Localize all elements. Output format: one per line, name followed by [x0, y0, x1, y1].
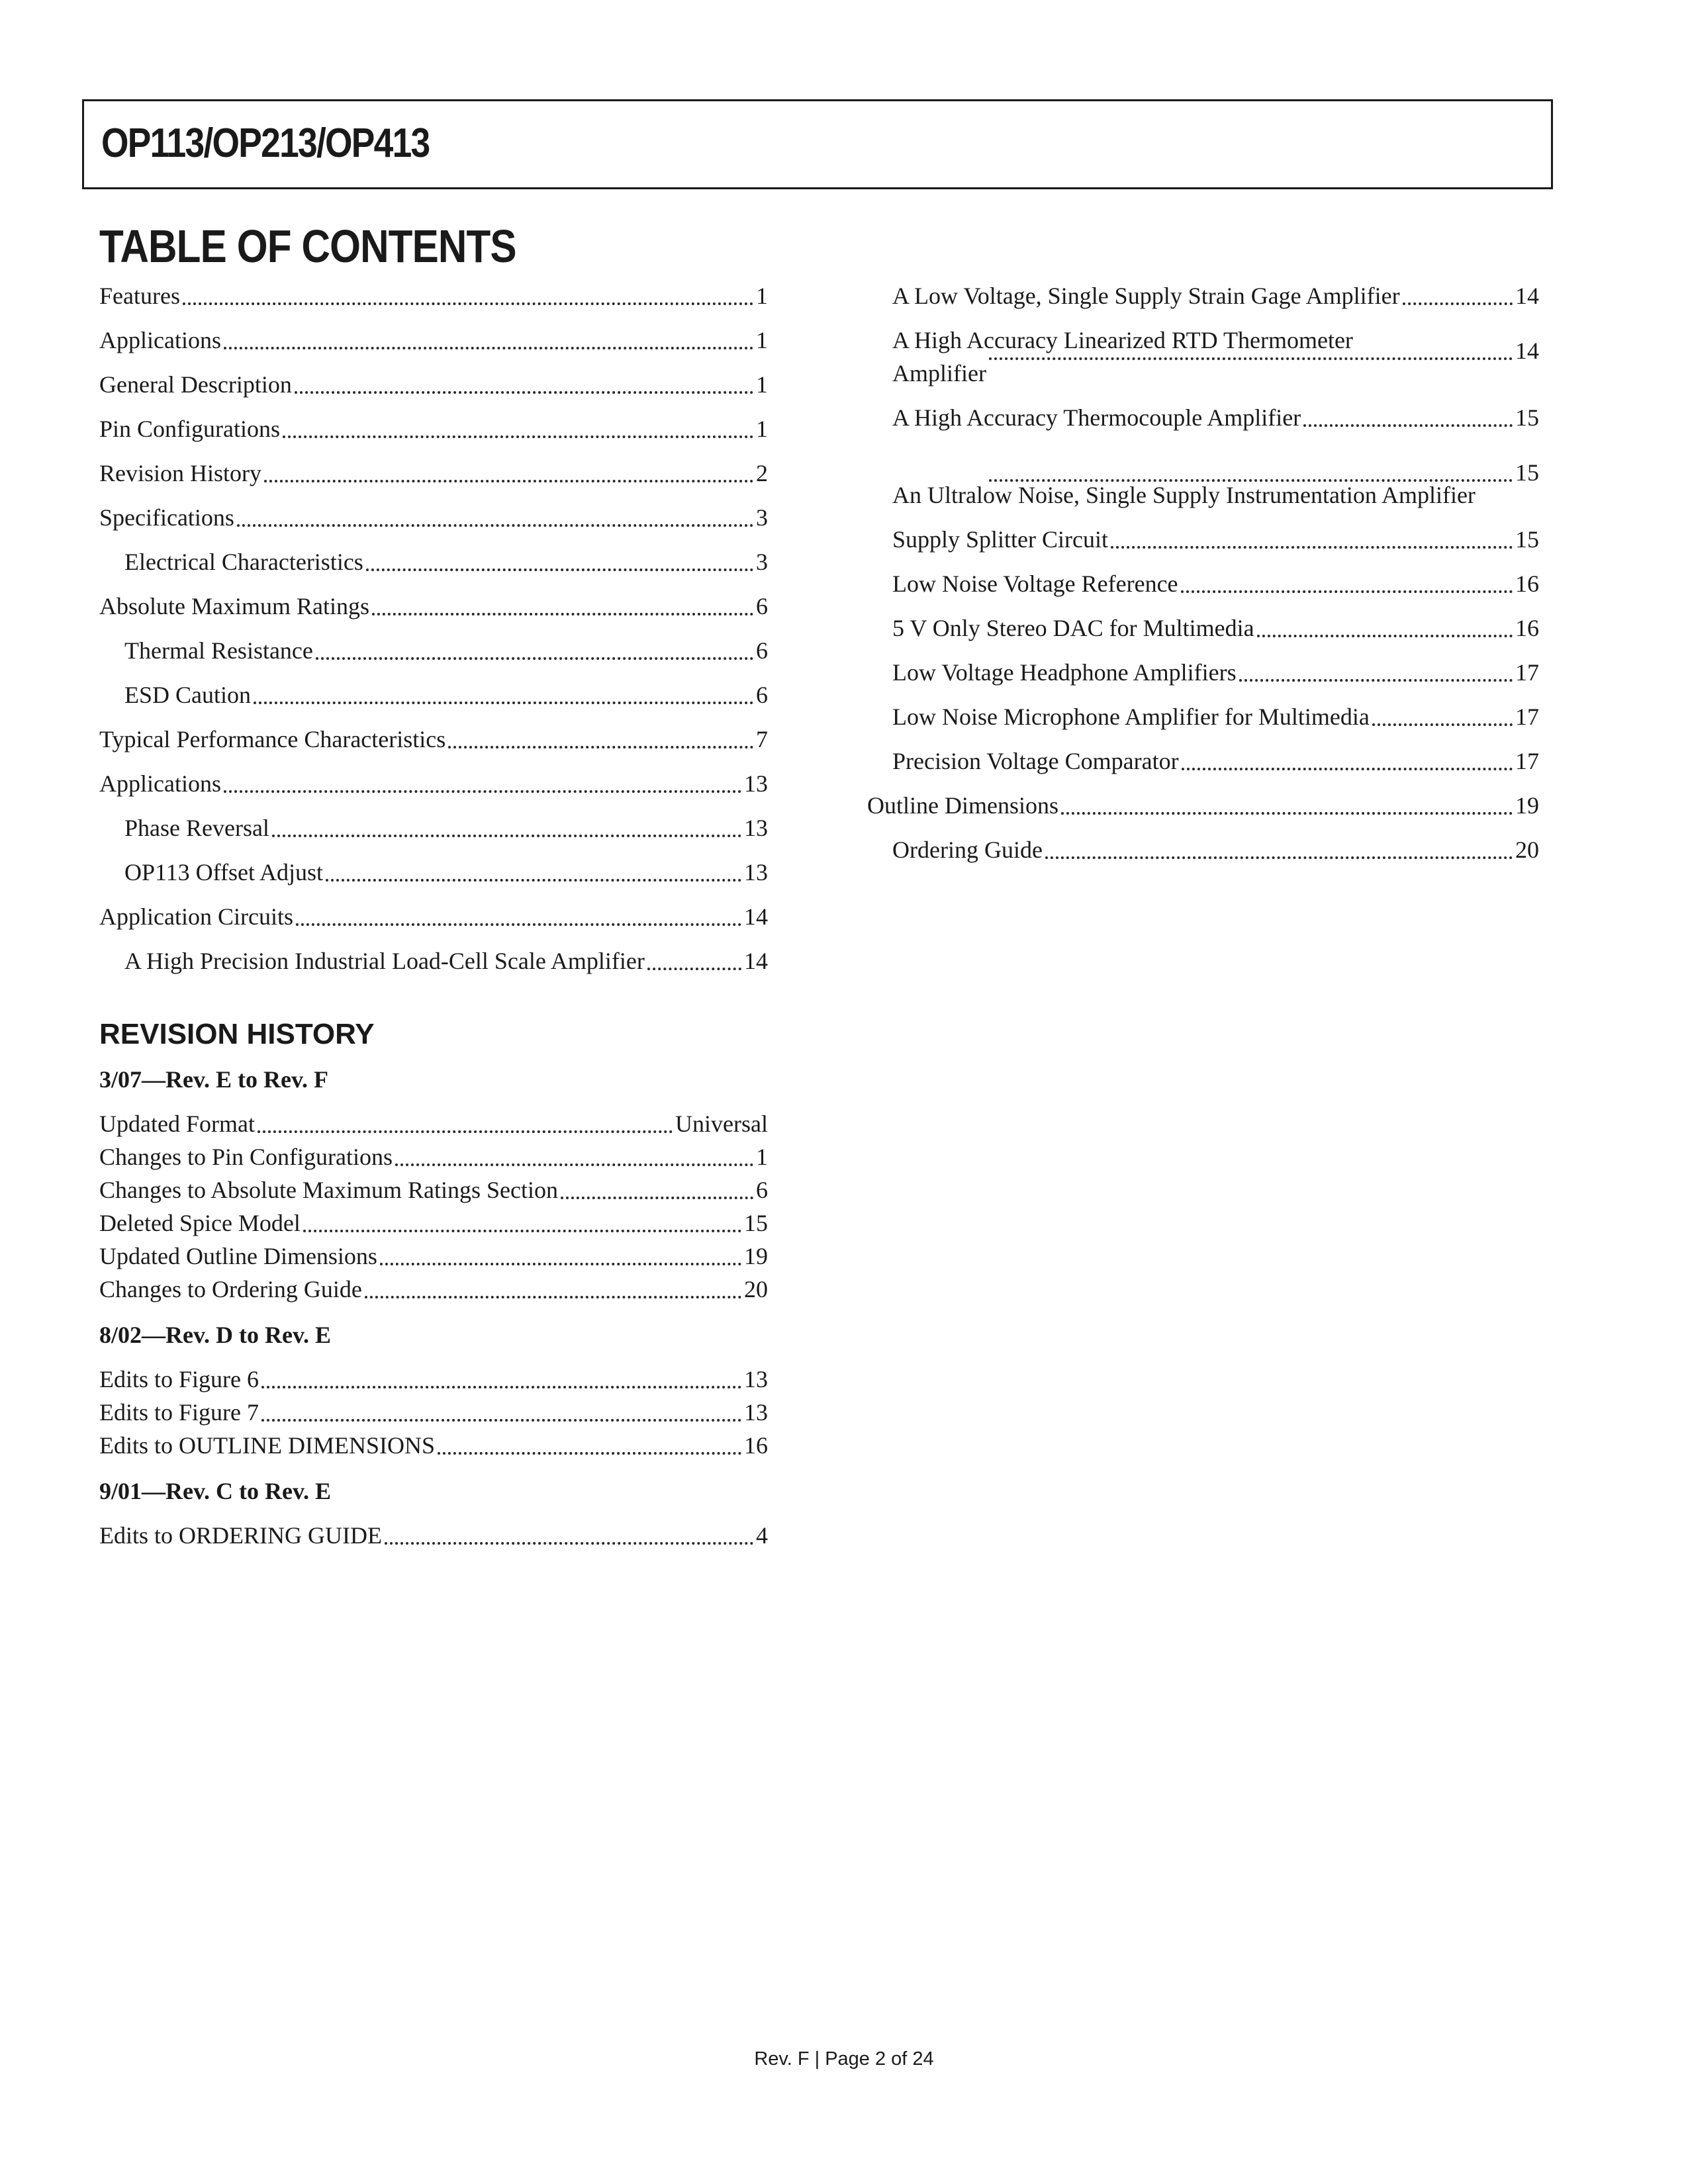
- revision-entry-page: 13: [744, 1366, 768, 1392]
- toc-entry-label: Electrical Characteristics: [124, 549, 363, 575]
- toc-subentry[interactable]: [99, 933, 768, 978]
- toc-subentry[interactable]: [99, 844, 768, 889]
- revision-entry: [99, 1140, 768, 1173]
- dot-leader: [183, 302, 753, 305]
- dot-leader: [237, 524, 753, 527]
- revision-entry: [99, 1273, 768, 1306]
- toc-subentry[interactable]: [867, 390, 1539, 434]
- revision-entry-label: Updated Outline Dimensions: [99, 1243, 377, 1269]
- toc-entry-page: 17: [1515, 704, 1539, 730]
- revision-entry: [99, 1519, 768, 1552]
- toc-entry-label: ESD Caution: [124, 682, 252, 708]
- dot-leader: [264, 480, 753, 482]
- toc-entry-label: Applications: [99, 327, 221, 353]
- dot-leader: [1061, 812, 1513, 815]
- toc-entry-label: Low Noise Voltage Reference: [892, 570, 1178, 597]
- toc-entry-label: Revision History: [99, 460, 262, 486]
- toc-entry[interactable]: [99, 756, 768, 800]
- toc-subentry[interactable]: [867, 600, 1539, 645]
- toc-entry-page: 6: [756, 682, 768, 708]
- revision-entry: [99, 1396, 768, 1429]
- dot-leader: [261, 1386, 741, 1388]
- toc-entry-page: 14: [1515, 283, 1539, 309]
- toc-entry-label: Application Circuits: [99, 903, 293, 930]
- toc-entry-page: 1: [756, 327, 768, 353]
- dot-leader: [316, 657, 753, 660]
- toc-entry-label: General Description: [99, 371, 292, 398]
- dot-leader: [1372, 723, 1513, 726]
- toc-entry[interactable]: [99, 490, 768, 534]
- toc-subentry[interactable]: [867, 556, 1539, 600]
- toc-entry-page: 14: [744, 903, 768, 930]
- toc-entry-page: 13: [744, 770, 768, 797]
- toc-subentry-continuation: [892, 334, 1539, 367]
- dot-leader: [295, 391, 753, 394]
- dot-leader: [1045, 856, 1513, 859]
- revision-section-title: 3/07—Rev. E to Rev. F: [99, 1066, 328, 1093]
- toc-entry-label: Precision Voltage Comparator: [892, 748, 1179, 774]
- revision-entry-label: Updated Format: [99, 1111, 255, 1137]
- toc-entry-page: 1: [756, 371, 768, 398]
- dot-leader: [380, 1263, 741, 1265]
- dot-leader: [1182, 768, 1513, 770]
- revision-section: [99, 1475, 768, 1552]
- dot-leader: [326, 879, 741, 882]
- toc-entry[interactable]: [99, 445, 768, 490]
- toc-entry-label: A High Accuracy Thermocouple Amplifier: [892, 404, 1301, 431]
- revision-entry-page: 20: [744, 1276, 768, 1302]
- dot-leader: [1303, 424, 1513, 427]
- revision-entry: [99, 1173, 768, 1206]
- toc-entry-page: 7: [756, 726, 768, 752]
- dot-leader: [254, 702, 753, 704]
- toc-entry-label: Features: [99, 283, 180, 309]
- revision-entry-page: 4: [756, 1522, 768, 1549]
- toc-entry-label: Thermal Resistance: [124, 637, 313, 664]
- toc-entry-page: 15: [1515, 526, 1539, 553]
- toc-entry-label: Phase Reversal: [124, 815, 269, 841]
- revision-section-title: 9/01—Rev. C to Rev. E: [99, 1478, 331, 1504]
- dot-leader: [261, 1419, 741, 1422]
- dot-leader: [1239, 679, 1513, 682]
- toc-entry[interactable]: [867, 778, 1539, 822]
- toc-entry-label: A High Accuracy Linearized RTD Thermometer Amplifier: [892, 327, 1353, 387]
- toc-entry-label: A Low Voltage, Single Supply Strain Gage Amplifier: [892, 283, 1400, 309]
- toc-entry-page: 1: [756, 416, 768, 442]
- dot-leader: [1181, 590, 1513, 593]
- toc-entry[interactable]: [99, 357, 768, 401]
- toc-entry-page: 14: [1515, 338, 1539, 364]
- toc-entry-page: 17: [1515, 659, 1539, 686]
- toc-entry[interactable]: [99, 711, 768, 756]
- dot-leader: [438, 1452, 741, 1455]
- dot-leader: [366, 569, 753, 571]
- toc-entry-page: 1: [756, 283, 768, 309]
- toc-entry-label: Applications: [99, 770, 221, 797]
- dot-leader: [258, 1130, 673, 1133]
- toc-entry-page: 6: [756, 637, 768, 664]
- toc-entry-page: 3: [756, 549, 768, 575]
- toc-subentry[interactable]: [867, 268, 1539, 312]
- dot-leader: [296, 923, 741, 926]
- document-header: [82, 99, 1553, 189]
- toc-subentry[interactable]: [867, 645, 1539, 689]
- toc-entry[interactable]: [99, 312, 768, 357]
- toc-entry-page: 3: [756, 504, 768, 531]
- toc-subentry[interactable]: [867, 512, 1539, 556]
- revision-entry-page: 19: [744, 1243, 768, 1269]
- toc-entry-page: 15: [1515, 459, 1539, 486]
- toc-entry-label: Ordering Guide: [892, 837, 1043, 863]
- toc-entry-label: Specifications: [99, 504, 234, 531]
- revision-entry-page: 16: [744, 1432, 768, 1459]
- dot-leader: [1257, 635, 1513, 637]
- toc-entry-label: Supply Splitter Circuit: [892, 526, 1109, 553]
- revision-entry: [99, 1240, 768, 1273]
- revision-section: [99, 1318, 768, 1462]
- dot-leader: [448, 746, 753, 749]
- revision-section-title: 8/02—Rev. D to Rev. E: [99, 1322, 331, 1348]
- toc-entry-page: 19: [1515, 792, 1539, 819]
- toc-entry-label: Low Noise Microphone Amplifier for Multimedia: [892, 704, 1370, 730]
- toc-entry-label: Low Voltage Headphone Amplifiers: [892, 659, 1237, 686]
- toc-entry[interactable]: [99, 578, 768, 623]
- toc-heading: TABLE OF CONTENTS: [99, 220, 516, 272]
- toc-entry-page: 16: [1515, 615, 1539, 641]
- toc-entry-page: 13: [744, 859, 768, 886]
- revision-entry-label: Edits to Figure 7: [99, 1399, 259, 1426]
- toc-entry-label: 5 V Only Stereo DAC for Multimedia: [892, 615, 1254, 641]
- toc-entry-label: Outline Dimensions: [867, 792, 1058, 819]
- toc-entry-continuation: [892, 334, 1539, 367]
- dot-leader: [1403, 302, 1513, 305]
- toc-subentry[interactable]: [867, 689, 1539, 733]
- toc-entry-page: 15: [1515, 404, 1539, 431]
- revision-entry-label: Edits to Figure 6: [99, 1366, 259, 1392]
- revision-entry-label: Edits to OUTLINE DIMENSIONS: [99, 1432, 435, 1459]
- toc-entry-page: 17: [1515, 748, 1539, 774]
- toc-subentry[interactable]: [99, 667, 768, 711]
- toc-entry-page: 14: [744, 948, 768, 974]
- dot-leader: [1111, 546, 1513, 549]
- revision-entry: [99, 1206, 768, 1240]
- dot-leader: [272, 835, 741, 837]
- revision-entry-page: Universal: [675, 1111, 768, 1137]
- dot-leader: [224, 347, 753, 349]
- toc-entry-label: A High Precision Industrial Load-Cell Scale Amplifier: [124, 948, 645, 974]
- toc-entry[interactable]: [99, 268, 768, 312]
- dot-leader: [365, 1296, 741, 1298]
- dot-leader: [372, 613, 753, 615]
- revision-entry-label: Changes to Absolute Maximum Ratings Section: [99, 1177, 558, 1203]
- dot-leader: [989, 357, 1513, 360]
- toc-entry-page: 6: [756, 593, 768, 619]
- revision-entry-label: Changes to Pin Configurations: [99, 1144, 393, 1170]
- dot-leader: [283, 435, 753, 438]
- dot-leader: [647, 968, 741, 970]
- revision-entry-page: 13: [744, 1399, 768, 1426]
- toc-entry-label: An Ultralow Noise, Single Supply Instrumentation Amplifier: [892, 482, 1476, 508]
- revision-entry-page: 15: [744, 1210, 768, 1236]
- revision-entry-page: 1: [756, 1144, 768, 1170]
- toc-subentry[interactable]: [867, 733, 1539, 778]
- revision-entry-label: Deleted Spice Model: [99, 1210, 301, 1236]
- dot-leader: [385, 1542, 753, 1545]
- toc-subentry-continuation: [892, 456, 1539, 489]
- toc-entry-label: OP113 Offset Adjust: [124, 859, 324, 886]
- toc-subentry[interactable]: [867, 822, 1539, 866]
- toc-entry-continuation: [892, 456, 1539, 489]
- toc-entry-label: Pin Configurations: [99, 416, 281, 442]
- dot-leader: [303, 1230, 741, 1232]
- toc-entry-page: 20: [1515, 837, 1539, 863]
- toc-subentry[interactable]: [99, 800, 768, 844]
- toc-entry-page: 2: [756, 460, 768, 486]
- revision-entry: [99, 1107, 768, 1140]
- document-title: OP113/OP213/OP413: [101, 120, 430, 166]
- toc-entry-label: Absolute Maximum Ratings: [99, 593, 369, 619]
- page-footer: Rev. F | Page 2 of 24: [754, 2048, 934, 2070]
- toc-entry-label: Typical Performance Characteristics: [99, 726, 446, 752]
- dot-leader: [989, 479, 1513, 482]
- toc-entry[interactable]: [99, 889, 768, 933]
- toc-entry-page: 13: [744, 815, 768, 841]
- revision-history-heading: REVISION HISTORY: [99, 1018, 375, 1050]
- revision-entry-page: 6: [756, 1177, 768, 1203]
- dot-leader: [561, 1197, 753, 1199]
- toc-entry-page: 16: [1515, 570, 1539, 597]
- toc-entry[interactable]: [99, 401, 768, 445]
- revision-entry-label: Edits to ORDERING GUIDE: [99, 1522, 382, 1549]
- toc-subentry[interactable]: [99, 623, 768, 667]
- toc-subentry[interactable]: [99, 534, 768, 578]
- dot-leader: [224, 790, 741, 793]
- revision-section: [99, 1063, 768, 1306]
- toc-left-column: [99, 268, 768, 978]
- revision-entry: [99, 1429, 768, 1462]
- revision-entry: [99, 1363, 768, 1396]
- revision-entry-label: Changes to Ordering Guide: [99, 1276, 362, 1302]
- dot-leader: [395, 1163, 753, 1166]
